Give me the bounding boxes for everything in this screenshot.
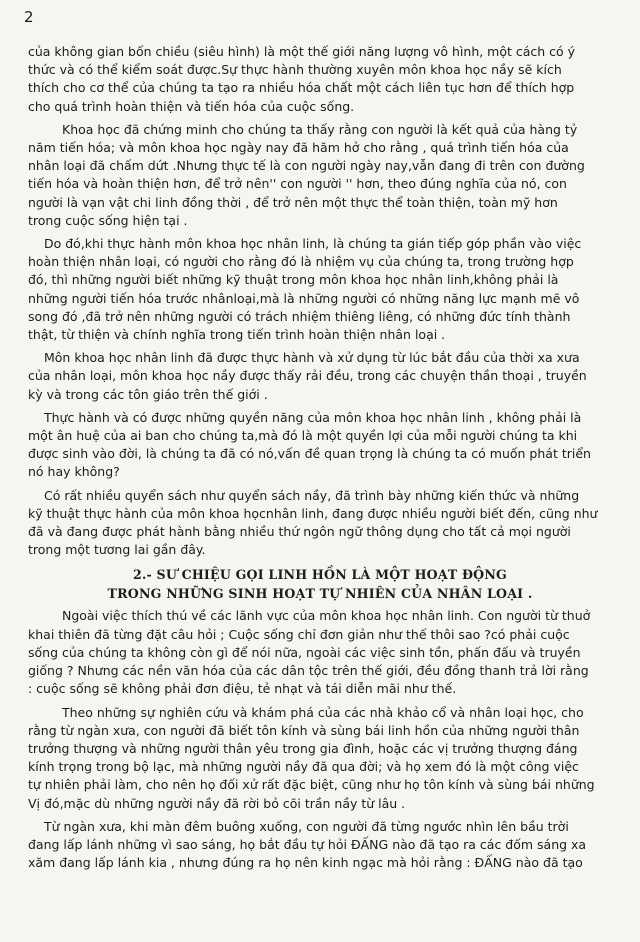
text-line: Vị đó,mặc dù những người nầy đã rời bỏ cõi trần nầy từ lâu . xyxy=(28,795,406,811)
paragraph xyxy=(28,349,612,404)
paragraph xyxy=(28,607,612,698)
text-line: Theo những sự nghiên cứu và khám phá của các nhà khảo cổ và nhân loại học, cho xyxy=(62,704,584,720)
text-line: tiến hóa và hoàn thiện hơn, để trở nên'' con người '' hơn, theo đúng nghĩa của nó, con xyxy=(28,176,567,192)
text-line: nó hay không? xyxy=(28,464,120,480)
text-line: xăm đang lấp lánh kia , nhưng đúng ra họ nên kinh ngạc mà hỏi rằng : ĐẤNG nào đã tạo xyxy=(28,855,583,871)
text-line: Ngoài việc thích thú về các lãnh vực của môn khoa học nhân linh. Con người từ thuở xyxy=(62,608,591,624)
text-line: của nhân loại, môn khoa học nầy được thấy rải đều, trong các chuyện thần thoại , truyền xyxy=(28,368,587,384)
section-heading-line: 2.- SƯ CHIỆU GỌI LINH HỒN LÀ MỘT HOẠT ĐỘNG xyxy=(132,567,508,583)
text-line: trưởng thượng và những người thân yêu trong gia đình, hoặc các vị trưởng thượng đáng xyxy=(28,740,578,756)
paragraph xyxy=(28,818,612,873)
text-line: nhân loại đã chấm dứt .Nhưng thực tế là con người ngày nay,vẫn đang đi trên con đường xyxy=(28,158,585,174)
text-line: : cuộc sống sẽ không phải đơn điệu, tẻ nhạt và tái diễn mãi như thế. xyxy=(28,681,457,697)
text-line: Khoa học đã chứng minh cho chúng ta thấy rằng con người là kết quả của hàng tỷ xyxy=(62,121,578,137)
text-line: Có rất nhiều quyển sách như quyển sách nầy, đã trình bày những kiến thức và những xyxy=(44,487,580,503)
paragraph xyxy=(28,409,612,482)
page-number: 2 xyxy=(24,8,34,26)
text-line: năm tiến hóa; và môn khoa học ngày nay đã hăm hở cho rằng , quá trình tiến hóa của xyxy=(28,140,569,156)
text-line: kỹ thuật thực hành của môn khoa họcnhân linh, đang được nhiều người biết đến, cũng như xyxy=(28,505,598,521)
text-line: kỳ và trong các tôn giáo trên thế giới . xyxy=(28,386,268,402)
paragraph xyxy=(28,43,612,116)
text-line: rằng từ ngàn xưa, con người đã biết tôn kính và sùng bái linh hồn của những người thân xyxy=(28,722,580,738)
text-line: Từ ngàn xưa, khi màn đêm buông xuống, con người đã từng ngước nhìn lên bầu trời xyxy=(44,818,569,834)
text-line: khai thiên đã từng đặt câu hỏi ; Cuộc sống chỉ đơn giản như thế thôi sao ?có phải cuộc xyxy=(28,626,570,642)
text-line: được sinh vào đời, là chúng ta đã có nó,vấn đề quan trọng là chúng ta có muốn phát triển xyxy=(28,446,591,462)
text-line: thích cho cơ thể của chúng ta tạo ra nhiều hóa chất một cách liên tục hơn để thích hợp xyxy=(28,80,575,96)
text-line: Do đó,khi thực hành môn khoa học nhân linh, là chúng ta gián tiếp góp phần vào việc xyxy=(44,236,582,252)
text-line: sống của chúng ta không còn gì để nói nữa, ngoài các việc sinh tồn, phấn đấu và truyền xyxy=(28,644,581,660)
text-line: thức và có thể kiểm soát được.Sự thực hành thường xuyên môn khoa học nầy sẽ kích xyxy=(28,62,562,78)
paragraph xyxy=(28,235,612,344)
text-line: trong một tương lai gần đây. xyxy=(28,542,206,558)
text-line: kính trọng trong bộ lạc, mà những người nầy đã qua đời; và họ xem đó là một công việc xyxy=(28,759,579,775)
text-line: đang lấp lánh những vì sao sáng, họ bắt đầu tự hỏi ĐẤNG nào đã tạo ra các đốm sáng xa xyxy=(28,836,587,852)
text-line: thật, từ thiện và chính nghĩa trong tiến trình hoàn thiện nhân loại . xyxy=(28,327,446,343)
section-heading-line: TRONG NHỮNG SINH HOẠT TỰ NHIÊN CỦA NHÂN LOẠI . xyxy=(107,586,533,602)
paragraph xyxy=(28,121,612,230)
text-line: người là vạn vật chi linh đồng thời , để trở nên một thực thể toàn thiện, toàn mỹ hơn xyxy=(28,194,558,210)
text-line: giống ? Nhưng các nền văn hóa của các dân tộc trên thế giới, đều đồng thanh trả lời rằng xyxy=(28,663,589,679)
text-line: một ân huệ của ai ban cho chúng ta,mà đó là một quyền lợi của mỗi người chúng ta khi xyxy=(28,428,578,444)
text-line: hoàn thiện nhân loại, có người cho rằng đó là nhiệm vụ của chúng ta, trong trường hợp xyxy=(28,254,574,270)
text-line: tự nhiên phải làm, cho nên họ đối xử rất đặc biệt, cũng như họ tôn kính và sùng bái những xyxy=(28,777,595,793)
text-line: Thực hành và có được những quyền năng của môn khoa học nhân linh , không phải là xyxy=(44,409,582,425)
text-line: đã và đang được phát hành bằng nhiều thứ ngôn ngữ thông dụng cho tất cả mọi người xyxy=(28,524,571,540)
text-line: những người tiến hóa trước nhânloại,mà là những người có những năng lực mạnh mẽ vô xyxy=(28,290,580,306)
paragraph xyxy=(28,487,612,560)
paragraph xyxy=(28,704,612,813)
text-line: cho quá trình hoàn thiện và tiến hóa của cuộc sống. xyxy=(28,98,355,114)
text-line: của không gian bốn chiều (siêu hình) là một thế giới năng lượng vô hình, một cách có ý xyxy=(28,44,576,59)
text-line: Môn khoa học nhân linh đã được thực hành và xử dụng từ lúc bắt đầu của thời xa xưa xyxy=(44,350,580,366)
text-line: đó, thì những người biết những kỹ thuật trong môn khoa học nhân linh,không phải là xyxy=(28,272,559,288)
text-line: trong cuộc sống hiện tại . xyxy=(28,212,188,228)
text-line: song đó ,đã trở nên những người có trách nhiệm thiêng liêng, có những đức tính thành xyxy=(28,308,571,324)
page-body xyxy=(28,43,612,877)
section-heading xyxy=(28,565,612,603)
